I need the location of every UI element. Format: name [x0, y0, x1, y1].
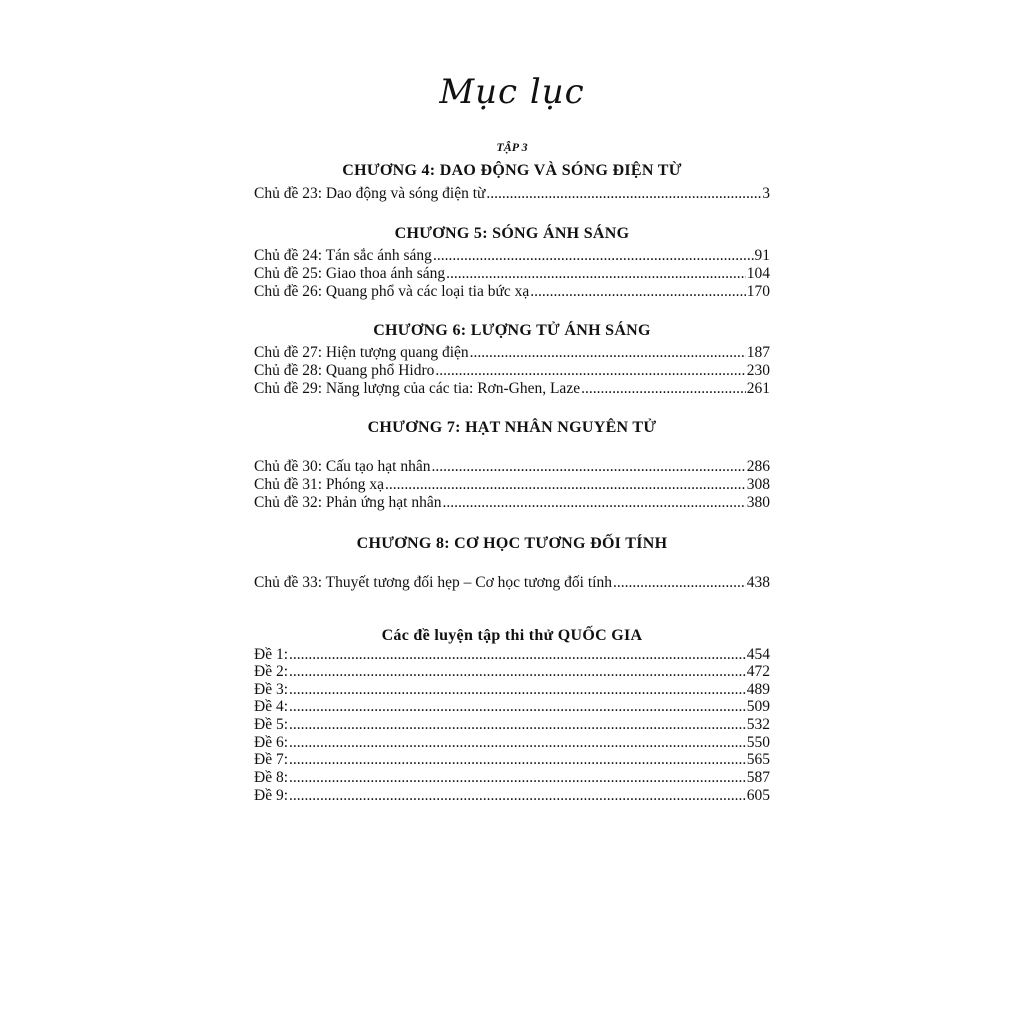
entry-label: Đề 7: — [254, 751, 289, 768]
dot-leader — [289, 734, 746, 752]
toc-entry[interactable] — [254, 458, 770, 476]
entry-label: Đề 2: — [254, 663, 289, 680]
entry-page: 187 — [746, 344, 770, 361]
toc-entry[interactable] — [254, 716, 770, 734]
page-title: Mục lục — [439, 72, 585, 112]
entry-page: 104 — [746, 265, 770, 282]
entry-page: 261 — [746, 380, 770, 397]
chapter-heading: Các đề luyện tập thi thử QUỐC GIA — [381, 627, 643, 644]
dot-leader — [581, 380, 746, 398]
toc-entry[interactable] — [254, 787, 770, 805]
entry-label: Chủ đề 23: Dao động và sóng điện từ — [254, 185, 486, 202]
dot-leader — [433, 247, 754, 265]
chapter-heading: CHƯƠNG 8: CƠ HỌC TƯƠNG ĐỐI TÍNH — [356, 535, 668, 552]
toc-entry[interactable] — [254, 185, 770, 203]
dot-leader — [289, 769, 746, 787]
dot-leader — [470, 344, 746, 362]
entry-page: 532 — [746, 716, 770, 733]
entry-page: 587 — [746, 769, 770, 786]
chapter-heading: CHƯƠNG 4: DAO ĐỘNG VÀ SÓNG ĐIỆN TỪ — [342, 162, 682, 179]
chapter-heading: CHƯƠNG 5: SÓNG ÁNH SÁNG — [394, 225, 630, 242]
toc-entry[interactable] — [254, 476, 770, 494]
dot-leader — [486, 185, 761, 203]
dot-leader — [432, 458, 746, 476]
entry-page: 91 — [754, 247, 770, 264]
entry-label: Đề 4: — [254, 698, 289, 715]
toc-entry[interactable] — [254, 646, 770, 664]
entry-label: Đề 5: — [254, 716, 289, 733]
entry-page: 472 — [746, 663, 770, 680]
dot-leader — [435, 362, 745, 380]
dot-leader — [289, 787, 746, 805]
chapter-heading: CHƯƠNG 6: LƯỢNG TỬ ÁNH SÁNG — [373, 322, 651, 339]
entry-label: Đề 8: — [254, 769, 289, 786]
toc-entry[interactable] — [254, 380, 770, 398]
entry-label: Chủ đề 29: Năng lượng của các tia: Rơn-Ghen, Laze — [254, 380, 581, 397]
toc-entry[interactable] — [254, 494, 770, 512]
entry-page: 3 — [762, 185, 770, 202]
dot-leader — [289, 716, 746, 734]
entry-page: 454 — [746, 646, 770, 663]
toc-entry[interactable] — [254, 734, 770, 752]
entry-label: Đề 6: — [254, 734, 289, 751]
toc-entry[interactable] — [254, 574, 770, 592]
entry-label: Chủ đề 24: Tán sắc ánh sáng — [254, 247, 432, 264]
entry-label: Đề 1: — [254, 646, 289, 663]
entry-page: 509 — [746, 698, 770, 715]
chapter-heading: CHƯƠNG 7: HẠT NHÂN NGUYÊN TỬ — [367, 419, 657, 436]
entry-page: 565 — [746, 751, 770, 768]
toc-entry[interactable] — [254, 362, 770, 380]
toc-entry[interactable] — [254, 663, 770, 681]
entry-label: Chủ đề 30: Cấu tạo hạt nhân — [254, 458, 431, 475]
dot-leader — [443, 494, 746, 512]
entry-label: Chủ đề 25: Giao thoa ánh sáng — [254, 265, 446, 282]
entry-page: 230 — [746, 362, 770, 379]
entry-page: 605 — [746, 787, 770, 804]
entry-label: Chủ đề 32: Phản ứng hạt nhân — [254, 494, 442, 511]
entry-label: Chủ đề 28: Quang phổ Hidro — [254, 362, 435, 379]
dot-leader — [289, 646, 746, 664]
dot-leader — [289, 681, 746, 699]
toc-entry[interactable] — [254, 681, 770, 699]
toc-entry[interactable] — [254, 751, 770, 769]
dot-leader — [446, 265, 746, 283]
entry-label: Chủ đề 31: Phóng xạ — [254, 476, 385, 493]
entry-label: Đề 9: — [254, 787, 289, 804]
dot-leader — [385, 476, 746, 494]
entry-page: 380 — [746, 494, 770, 511]
volume-label: TẬP 3 — [496, 140, 528, 154]
entry-label: Chủ đề 27: Hiện tượng quang điện — [254, 344, 469, 361]
entry-page: 489 — [746, 681, 770, 698]
dot-leader — [289, 751, 746, 769]
entry-page: 550 — [746, 734, 770, 751]
dot-leader — [613, 574, 746, 592]
dot-leader — [289, 663, 746, 681]
toc-entry[interactable] — [254, 247, 770, 265]
entry-label: Đề 3: — [254, 681, 289, 698]
entry-page: 286 — [746, 458, 770, 475]
toc-entry[interactable] — [254, 344, 770, 362]
toc-entry[interactable] — [254, 283, 770, 301]
dot-leader — [530, 283, 745, 301]
entry-label: Chủ đề 26: Quang phổ và các loại tia bức xạ — [254, 283, 530, 300]
entry-page: 438 — [746, 574, 770, 591]
toc-entry[interactable] — [254, 769, 770, 787]
entry-label: Chủ đề 33: Thuyết tương đối hẹp – Cơ học tương đối tính — [254, 574, 612, 591]
toc-entry[interactable] — [254, 265, 770, 283]
dot-leader — [289, 698, 746, 716]
entry-page: 308 — [746, 476, 770, 493]
entry-page: 170 — [746, 283, 770, 300]
toc-entry[interactable] — [254, 698, 770, 716]
